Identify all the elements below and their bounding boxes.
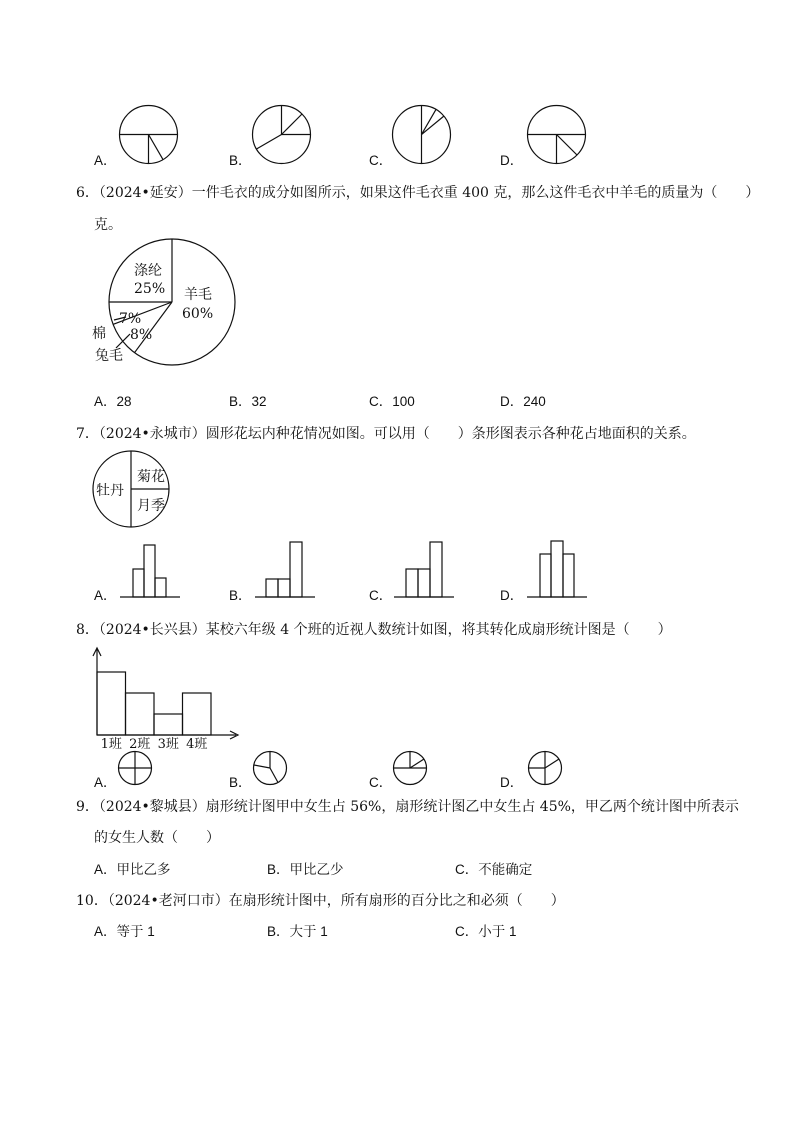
q6-option-b[interactable]: B．32 <box>229 394 267 409</box>
q7b-bar-2 <box>278 579 290 597</box>
q5-option-a-pie[interactable] <box>119 105 179 165</box>
q8-option-a-label[interactable]: A． <box>94 775 117 790</box>
q6-stem-line1: 6．（2024•延安）一件毛衣的成分如图所示，如果这件毛衣重 400 克，那么这件毛衣中羊毛的质量为（ ） <box>76 185 760 201</box>
q7-option-c-label[interactable]: C． <box>369 588 393 603</box>
q6-leader-tumao <box>116 334 130 348</box>
q7-option-a-label[interactable]: A． <box>94 588 117 603</box>
q5-option-d-label[interactable]: D． <box>500 153 524 168</box>
q8-stem-line1: 8．（2024•长兴县）某校六年级 4 个班的近视人数统计如图，将其转化成扇形统计图是（ ） <box>76 622 672 638</box>
q7c-bar-3 <box>430 542 442 597</box>
q8-bar-2 <box>126 693 155 735</box>
q8-tick-label-3: 3班 <box>157 737 179 752</box>
q6-option-a[interactable]: A．28 <box>94 394 132 409</box>
q6-value-tumao: 8% <box>130 327 153 343</box>
q7-option-a-bars[interactable] <box>120 540 180 600</box>
q8-tick-label-4: 4班 <box>186 737 208 752</box>
q8-bar-1 <box>97 672 126 735</box>
q7-label-yueji: 月季 <box>137 498 165 514</box>
q7b-bar-1 <box>266 579 278 597</box>
q7d-bar-3 <box>563 554 574 597</box>
q7d-bar-2 <box>551 541 563 597</box>
q7-option-d-label[interactable]: D． <box>500 588 524 603</box>
q7-option-d-bars[interactable] <box>527 540 587 600</box>
q5-option-b-pie[interactable] <box>252 105 312 165</box>
q10-option-b[interactable]: B．大于 1 <box>267 924 328 939</box>
q5-option-d-pie[interactable] <box>527 105 587 165</box>
q7-label-mudan: 牡丹 <box>96 483 124 499</box>
q6-option-c[interactable]: C．100 <box>369 394 415 409</box>
q8-bar-chart <box>86 645 246 755</box>
q7a-bar-2 <box>144 545 155 597</box>
q7c-bar-2 <box>418 569 430 597</box>
q5-option-b-label[interactable]: B． <box>229 153 252 168</box>
q7d-bar-1 <box>540 554 551 597</box>
q9-stem-line2: 的女生人数（ ） <box>94 830 220 846</box>
q5-option-a-label[interactable]: A． <box>94 153 117 168</box>
q6-label-yangmao: 羊毛 <box>184 287 212 303</box>
q9-option-b[interactable]: B．甲比乙少 <box>267 862 344 877</box>
q6-option-d[interactable]: D．240 <box>500 394 546 409</box>
q6-value-dilun: 25% <box>134 281 166 297</box>
q6-value-mian: 7% <box>119 311 142 327</box>
q9-stem-line1: 9．（2024•黎城县）扇形统计图甲中女生占 56%，扇形统计图乙中女生占 45%，甲乙两个统计图中所表示 <box>76 799 739 815</box>
q7a-bar-3 <box>155 578 166 597</box>
q6-pie-chart <box>86 234 246 374</box>
q9-option-a[interactable]: A．甲比乙多 <box>94 862 171 877</box>
q8-option-d-pie[interactable] <box>528 751 564 787</box>
q8-tick-label-2: 2班 <box>129 737 151 752</box>
q10-option-c[interactable]: C．小于 1 <box>455 924 517 939</box>
q5-option-c-label[interactable]: C． <box>369 153 393 168</box>
q6-stem-line2: 克。 <box>94 217 122 233</box>
q6-value-yangmao: 60% <box>182 306 214 322</box>
q8-option-c-label[interactable]: C． <box>369 775 393 790</box>
q8-option-a-pie[interactable] <box>118 751 154 787</box>
q10-option-a[interactable]: A．等于 1 <box>94 924 155 939</box>
q7c-bar-1 <box>406 569 418 597</box>
q8-bar-3 <box>154 714 183 735</box>
q7-stem-line1: 7．（2024•永城市）圆形花坛内种花情况如图。可以用（ ）条形图表示各种花占地面积的关系。 <box>76 426 696 442</box>
q8-option-d-label[interactable]: D． <box>500 775 524 790</box>
q5-option-c-pie[interactable] <box>392 105 452 165</box>
q7-pie-chart <box>92 450 172 530</box>
q7-option-b-label[interactable]: B． <box>229 588 252 603</box>
q7-option-c-bars[interactable] <box>394 540 454 600</box>
q8-option-b-pie[interactable] <box>253 751 289 787</box>
q6-label-dilun: 涤纶 <box>134 263 162 279</box>
q8-option-b-label[interactable]: B． <box>229 775 252 790</box>
q7-label-juhua: 菊花 <box>137 469 165 485</box>
q7a-bar-1 <box>133 569 144 597</box>
q6-label-mian: 棉 <box>92 326 106 342</box>
q8-tick-label-1: 1班 <box>100 737 122 752</box>
q10-stem-line1: 10．（2024•老河口市）在扇形统计图中，所有扇形的百分比之和必须（ ） <box>76 893 565 909</box>
q8-option-c-pie[interactable] <box>393 751 429 787</box>
q8-bar-4 <box>183 693 212 735</box>
q6-label-tumao: 兔毛 <box>95 348 123 364</box>
q7b-bar-3 <box>290 542 302 597</box>
q9-option-c[interactable]: C．不能确定 <box>455 862 533 877</box>
q7-option-b-bars[interactable] <box>255 540 315 600</box>
